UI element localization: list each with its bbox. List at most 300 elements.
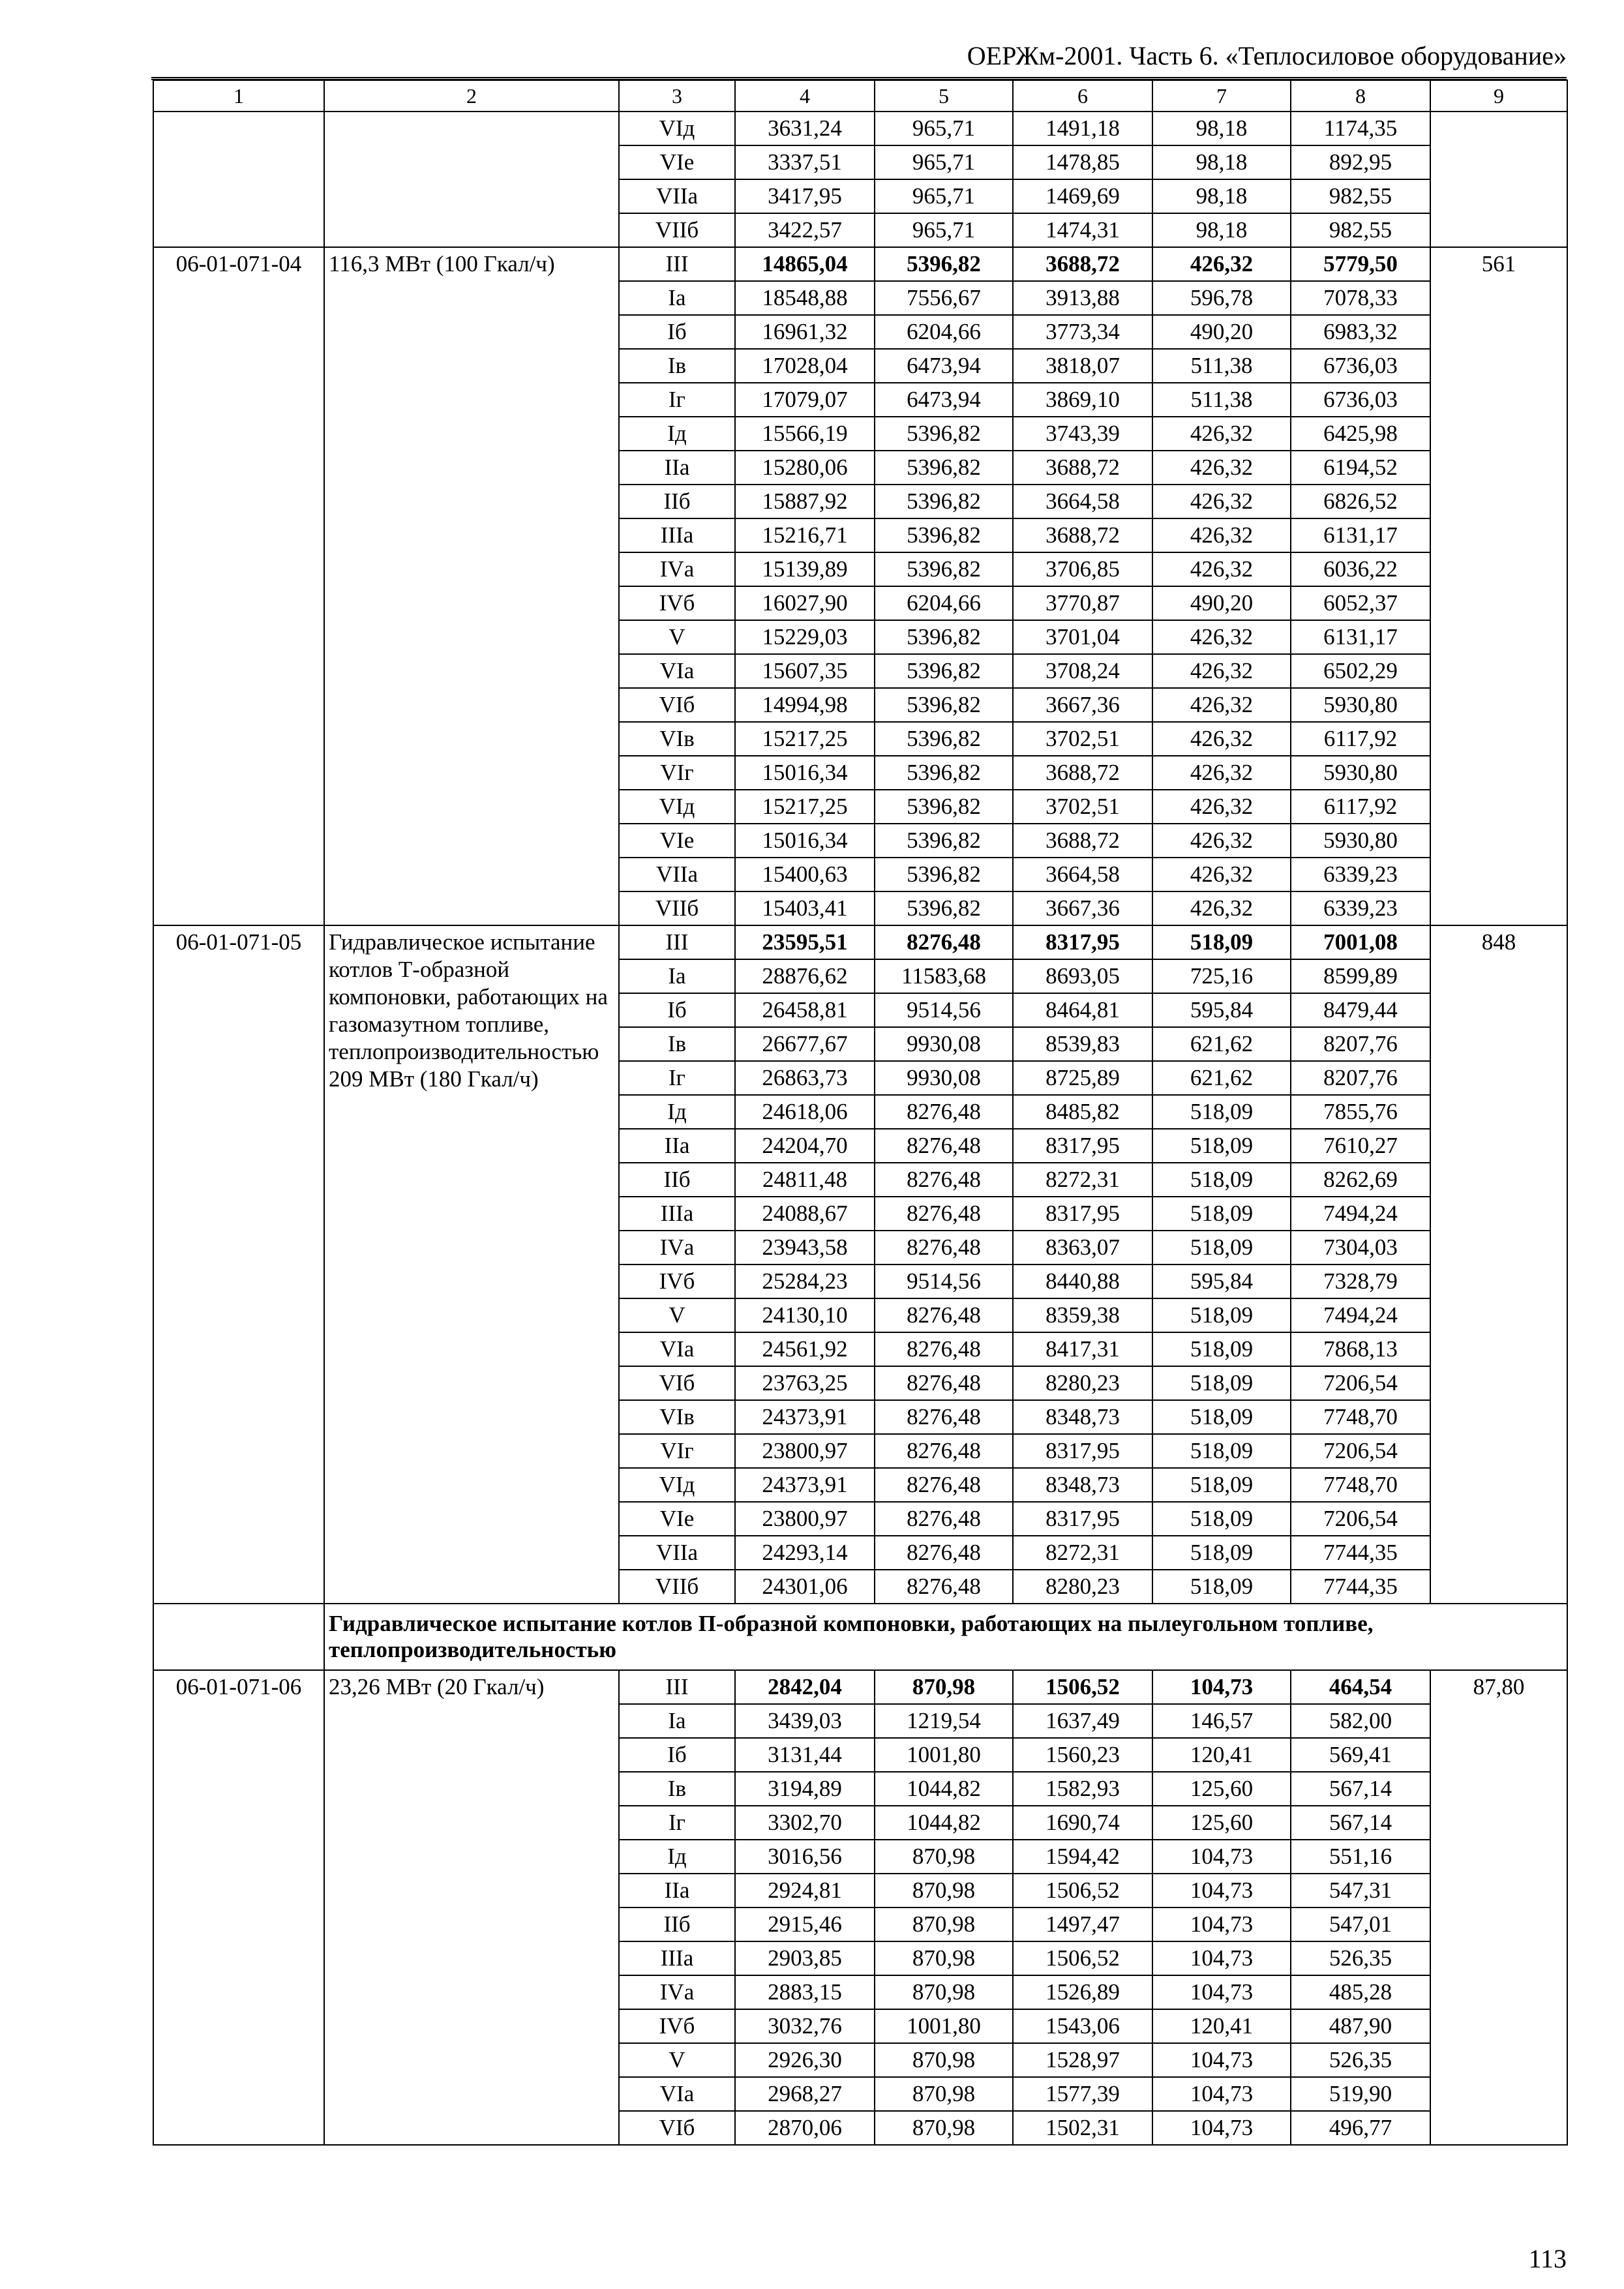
value-cell: 965,71 xyxy=(875,112,1013,145)
value-cell: 8464,81 xyxy=(1013,993,1152,1027)
section-title: Гидравлическое испытание котлов П-образной компоновки, работающих на пылеугольном топливе, теплопроизводительностью xyxy=(324,1604,1567,1670)
value-cell: 6736,03 xyxy=(1291,383,1430,417)
value-cell: 5396,82 xyxy=(875,824,1013,858)
value-cell: 870,98 xyxy=(875,1975,1013,2009)
value-cell: 3194,89 xyxy=(735,1772,875,1806)
region-zone-cell: Iд xyxy=(619,1095,735,1129)
value-cell: 3913,88 xyxy=(1013,281,1152,315)
value-cell: 1474,31 xyxy=(1013,213,1152,247)
value-cell: 24373,91 xyxy=(735,1468,875,1502)
value-cell: 8276,48 xyxy=(875,1502,1013,1536)
value-cell: 5396,82 xyxy=(875,620,1013,654)
value-cell: 1526,89 xyxy=(1013,1975,1152,2009)
value-cell: 3667,36 xyxy=(1013,891,1152,925)
value-cell: 5396,82 xyxy=(875,247,1013,281)
value-cell: 518,09 xyxy=(1152,1400,1291,1434)
value-cell: 8276,48 xyxy=(875,1434,1013,1468)
value-cell: 6473,94 xyxy=(875,349,1013,383)
value-cell: 3131,44 xyxy=(735,1738,875,1772)
value-cell: 15016,34 xyxy=(735,756,875,790)
value-cell: 5396,82 xyxy=(875,417,1013,451)
value-cell: 426,32 xyxy=(1152,451,1291,485)
value-cell: 8262,69 xyxy=(1291,1163,1430,1197)
value-cell: 16027,90 xyxy=(735,586,875,620)
value-cell: 9514,56 xyxy=(875,1264,1013,1298)
value-cell: 15139,89 xyxy=(735,552,875,586)
value-cell: 547,31 xyxy=(1291,1874,1430,1908)
value-cell: 18548,88 xyxy=(735,281,875,315)
value-cell: 3701,04 xyxy=(1013,620,1152,654)
value-cell: 9514,56 xyxy=(875,993,1013,1027)
value-cell: 6473,94 xyxy=(875,383,1013,417)
value-cell: 8479,44 xyxy=(1291,993,1430,1027)
region-zone-cell: VIIб xyxy=(619,891,735,925)
value-cell: 9930,08 xyxy=(875,1061,1013,1095)
value-cell: 2924,81 xyxy=(735,1874,875,1908)
value-cell: 870,98 xyxy=(875,1670,1013,1704)
item-code xyxy=(153,112,324,247)
value-cell: 3708,24 xyxy=(1013,654,1152,688)
region-zone-cell: VIб xyxy=(619,688,735,722)
value-cell: 8317,95 xyxy=(1013,925,1152,959)
value-cell: 6339,23 xyxy=(1291,858,1430,891)
value-cell: 3302,70 xyxy=(735,1806,875,1840)
value-cell: 870,98 xyxy=(875,1840,1013,1874)
value-cell: 8725,89 xyxy=(1013,1061,1152,1095)
value-cell: 5396,82 xyxy=(875,756,1013,790)
value-cell: 5930,80 xyxy=(1291,756,1430,790)
value-cell: 98,18 xyxy=(1152,213,1291,247)
column-number-cell: 5 xyxy=(875,80,1013,112)
section-heading-row xyxy=(153,1604,1567,1670)
value-cell: 518,09 xyxy=(1152,1536,1291,1570)
value-cell: 621,62 xyxy=(1152,1061,1291,1095)
value-cell: 6131,17 xyxy=(1291,620,1430,654)
value-cell: 426,32 xyxy=(1152,891,1291,925)
value-cell: 5396,82 xyxy=(875,552,1013,586)
value-cell: 23943,58 xyxy=(735,1231,875,1264)
value-cell: 8276,48 xyxy=(875,1400,1013,1434)
value-cell: 7206,54 xyxy=(1291,1502,1430,1536)
value-cell: 511,38 xyxy=(1152,383,1291,417)
value-cell: 2883,15 xyxy=(735,1975,875,2009)
value-cell: 15016,34 xyxy=(735,824,875,858)
value-cell: 8276,48 xyxy=(875,1163,1013,1197)
value-cell: 426,32 xyxy=(1152,417,1291,451)
page-header xyxy=(151,39,1567,80)
value-cell: 104,73 xyxy=(1152,1670,1291,1704)
value-cell: 1174,35 xyxy=(1291,112,1430,145)
value-cell: 464,54 xyxy=(1291,1670,1430,1704)
value-cell: 7328,79 xyxy=(1291,1264,1430,1298)
value-cell: 98,18 xyxy=(1152,112,1291,145)
value-cell: 5396,82 xyxy=(875,485,1013,518)
value-cell: 426,32 xyxy=(1152,824,1291,858)
value-cell: 8317,95 xyxy=(1013,1434,1152,1468)
region-zone-cell: Iд xyxy=(619,417,735,451)
value-cell: 2915,46 xyxy=(735,1908,875,1941)
value-cell: 870,98 xyxy=(875,1941,1013,1975)
value-cell: 892,95 xyxy=(1291,145,1430,179)
value-cell: 15229,03 xyxy=(735,620,875,654)
value-cell: 426,32 xyxy=(1152,790,1291,824)
value-cell: 7744,35 xyxy=(1291,1570,1430,1604)
value-cell: 15216,71 xyxy=(735,518,875,552)
value-cell: 870,98 xyxy=(875,2111,1013,2145)
value-cell: 3417,95 xyxy=(735,179,875,213)
value-cell: 5396,82 xyxy=(875,858,1013,891)
value-cell: 496,77 xyxy=(1291,2111,1430,2145)
value-cell: 24204,70 xyxy=(735,1129,875,1163)
value-cell: 5396,82 xyxy=(875,451,1013,485)
table-row xyxy=(153,112,1567,145)
value-cell: 426,32 xyxy=(1152,552,1291,586)
column-number-cell: 7 xyxy=(1152,80,1291,112)
value-cell: 490,20 xyxy=(1152,586,1291,620)
value-cell: 870,98 xyxy=(875,2077,1013,2111)
item-col9-value xyxy=(1430,112,1567,247)
value-cell: 7610,27 xyxy=(1291,1129,1430,1163)
value-cell: 24561,92 xyxy=(735,1332,875,1366)
value-cell: 595,84 xyxy=(1152,1264,1291,1298)
region-zone-cell: V xyxy=(619,620,735,654)
value-cell: 104,73 xyxy=(1152,2111,1291,2145)
value-cell: 3664,58 xyxy=(1013,485,1152,518)
region-zone-cell: IIIа xyxy=(619,518,735,552)
value-cell: 518,09 xyxy=(1152,925,1291,959)
value-cell: 725,16 xyxy=(1152,959,1291,993)
value-cell: 2968,27 xyxy=(735,2077,875,2111)
value-cell: 24618,06 xyxy=(735,1095,875,1129)
table-body xyxy=(153,80,1567,2145)
value-cell: 15400,63 xyxy=(735,858,875,891)
region-zone-cell: VIд xyxy=(619,112,735,145)
value-cell: 2842,04 xyxy=(735,1670,875,1704)
region-zone-cell: III xyxy=(619,925,735,959)
value-cell: 14865,04 xyxy=(735,247,875,281)
item-name xyxy=(324,112,619,247)
region-zone-cell: IIIа xyxy=(619,1941,735,1975)
value-cell: 2870,06 xyxy=(735,2111,875,2145)
value-cell: 870,98 xyxy=(875,1874,1013,1908)
value-cell: 870,98 xyxy=(875,1908,1013,1941)
value-cell: 9930,08 xyxy=(875,1027,1013,1061)
value-cell: 6502,29 xyxy=(1291,654,1430,688)
value-cell: 1528,97 xyxy=(1013,2043,1152,2077)
value-cell: 487,90 xyxy=(1291,2009,1430,2043)
value-cell: 596,78 xyxy=(1152,281,1291,315)
region-zone-cell: IVб xyxy=(619,1264,735,1298)
value-cell: 8276,48 xyxy=(875,925,1013,959)
value-cell: 518,09 xyxy=(1152,1163,1291,1197)
region-zone-cell: VIа xyxy=(619,1332,735,1366)
value-cell: 1560,23 xyxy=(1013,1738,1152,1772)
value-cell: 621,62 xyxy=(1152,1027,1291,1061)
value-cell: 7078,33 xyxy=(1291,281,1430,315)
region-zone-cell: VIд xyxy=(619,790,735,824)
value-cell: 426,32 xyxy=(1152,688,1291,722)
value-cell: 8348,73 xyxy=(1013,1400,1152,1434)
value-cell: 569,41 xyxy=(1291,1738,1430,1772)
table-row xyxy=(153,247,1567,281)
value-cell: 965,71 xyxy=(875,213,1013,247)
value-cell: 1637,49 xyxy=(1013,1704,1152,1738)
value-cell: 6826,52 xyxy=(1291,485,1430,518)
value-cell: 8599,89 xyxy=(1291,959,1430,993)
value-cell: 5396,82 xyxy=(875,654,1013,688)
region-zone-cell: VIб xyxy=(619,2111,735,2145)
item-col9-value: 848 xyxy=(1430,925,1567,1604)
value-cell: 8276,48 xyxy=(875,1468,1013,1502)
value-cell: 1001,80 xyxy=(875,1738,1013,1772)
value-cell: 24811,48 xyxy=(735,1163,875,1197)
value-cell: 104,73 xyxy=(1152,1840,1291,1874)
item-code: 06-01-071-05 xyxy=(153,925,324,1604)
value-cell: 3702,51 xyxy=(1013,722,1152,756)
region-zone-cell: VIIб xyxy=(619,213,735,247)
value-cell: 15887,92 xyxy=(735,485,875,518)
value-cell: 518,09 xyxy=(1152,1434,1291,1468)
region-zone-cell: Iг xyxy=(619,383,735,417)
value-cell: 8693,05 xyxy=(1013,959,1152,993)
value-cell: 23800,97 xyxy=(735,1434,875,1468)
value-cell: 8272,31 xyxy=(1013,1163,1152,1197)
value-cell: 8276,48 xyxy=(875,1536,1013,1570)
value-cell: 25284,23 xyxy=(735,1264,875,1298)
value-cell: 426,32 xyxy=(1152,858,1291,891)
value-cell: 8440,88 xyxy=(1013,1264,1152,1298)
value-cell: 120,41 xyxy=(1152,1738,1291,1772)
value-cell: 8485,82 xyxy=(1013,1095,1152,1129)
region-zone-cell: IIа xyxy=(619,1874,735,1908)
value-cell: 3664,58 xyxy=(1013,858,1152,891)
value-cell: 3688,72 xyxy=(1013,247,1152,281)
region-zone-cell: Iг xyxy=(619,1061,735,1095)
value-cell: 518,09 xyxy=(1152,1231,1291,1264)
value-cell: 1582,93 xyxy=(1013,1772,1152,1806)
value-cell: 120,41 xyxy=(1152,2009,1291,2043)
region-zone-cell: IVа xyxy=(619,1231,735,1264)
value-cell: 8276,48 xyxy=(875,1197,1013,1231)
value-cell: 1219,54 xyxy=(875,1704,1013,1738)
value-cell: 1001,80 xyxy=(875,2009,1013,2043)
value-cell: 6339,23 xyxy=(1291,891,1430,925)
table-row xyxy=(153,925,1567,959)
value-cell: 982,55 xyxy=(1291,213,1430,247)
value-cell: 3439,03 xyxy=(735,1704,875,1738)
value-cell: 426,32 xyxy=(1152,247,1291,281)
value-cell: 3422,57 xyxy=(735,213,875,247)
column-number-cell: 8 xyxy=(1291,80,1430,112)
item-name: Гидравлическое испытание котлов Т-образной компоновки, работающих на газомазутном топливе, теплопроизводительностью 209 МВт (180 Гкал/ч) xyxy=(324,925,619,1604)
column-number-cell: 4 xyxy=(735,80,875,112)
value-cell: 1577,39 xyxy=(1013,2077,1152,2111)
value-cell: 3032,76 xyxy=(735,2009,875,2043)
region-zone-cell: V xyxy=(619,1298,735,1332)
value-cell: 3688,72 xyxy=(1013,756,1152,790)
region-zone-cell: Iв xyxy=(619,1027,735,1061)
value-cell: 595,84 xyxy=(1152,993,1291,1027)
value-cell: 15217,25 xyxy=(735,722,875,756)
value-cell: 24301,06 xyxy=(735,1570,875,1604)
value-cell: 8276,48 xyxy=(875,1129,1013,1163)
item-name: 116,3 МВт (100 Гкал/ч) xyxy=(324,247,619,925)
region-zone-cell: VIе xyxy=(619,824,735,858)
value-cell: 7748,70 xyxy=(1291,1400,1430,1434)
value-cell: 490,20 xyxy=(1152,315,1291,349)
value-cell: 3688,72 xyxy=(1013,518,1152,552)
value-cell: 125,60 xyxy=(1152,1806,1291,1840)
value-cell: 8276,48 xyxy=(875,1570,1013,1604)
region-zone-cell: Iа xyxy=(619,959,735,993)
region-zone-cell: Iв xyxy=(619,1772,735,1806)
value-cell: 8276,48 xyxy=(875,1231,1013,1264)
value-cell: 104,73 xyxy=(1152,2043,1291,2077)
value-cell: 17079,07 xyxy=(735,383,875,417)
value-cell: 1506,52 xyxy=(1013,1874,1152,1908)
column-number-cell: 2 xyxy=(324,80,619,112)
value-cell: 6983,32 xyxy=(1291,315,1430,349)
region-zone-cell: IIа xyxy=(619,451,735,485)
item-code: 06-01-071-06 xyxy=(153,1670,324,2145)
value-cell: 5779,50 xyxy=(1291,247,1430,281)
value-cell: 1502,31 xyxy=(1013,2111,1152,2145)
section-code-cell xyxy=(153,1604,324,1670)
region-zone-cell: VIг xyxy=(619,756,735,790)
value-cell: 3770,87 xyxy=(1013,586,1152,620)
value-cell: 104,73 xyxy=(1152,1908,1291,1941)
value-cell: 518,09 xyxy=(1152,1197,1291,1231)
value-cell: 526,35 xyxy=(1291,2043,1430,2077)
value-cell: 15280,06 xyxy=(735,451,875,485)
value-cell: 7001,08 xyxy=(1291,925,1430,959)
item-col9-value: 561 xyxy=(1430,247,1567,925)
value-cell: 26458,81 xyxy=(735,993,875,1027)
value-cell: 7494,24 xyxy=(1291,1197,1430,1231)
value-cell: 3631,24 xyxy=(735,112,875,145)
value-cell: 426,32 xyxy=(1152,485,1291,518)
value-cell: 5930,80 xyxy=(1291,688,1430,722)
value-cell: 8276,48 xyxy=(875,1095,1013,1129)
value-cell: 7868,13 xyxy=(1291,1332,1430,1366)
value-cell: 426,32 xyxy=(1152,654,1291,688)
value-cell: 8363,07 xyxy=(1013,1231,1152,1264)
value-cell: 7304,03 xyxy=(1291,1231,1430,1264)
region-zone-cell: IVа xyxy=(619,552,735,586)
value-cell: 8348,73 xyxy=(1013,1468,1152,1502)
region-zone-cell: VIа xyxy=(619,2077,735,2111)
value-cell: 3688,72 xyxy=(1013,824,1152,858)
value-cell: 104,73 xyxy=(1152,2077,1291,2111)
value-cell: 426,32 xyxy=(1152,518,1291,552)
value-cell: 146,57 xyxy=(1152,1704,1291,1738)
value-cell: 23800,97 xyxy=(735,1502,875,1536)
region-zone-cell: Iв xyxy=(619,349,735,383)
region-zone-cell: IVа xyxy=(619,1975,735,2009)
column-number-cell: 9 xyxy=(1430,80,1567,112)
value-cell: 3818,07 xyxy=(1013,349,1152,383)
value-cell: 98,18 xyxy=(1152,179,1291,213)
value-cell: 1690,74 xyxy=(1013,1806,1152,1840)
region-zone-cell: VIв xyxy=(619,1400,735,1434)
value-cell: 23595,51 xyxy=(735,925,875,959)
value-cell: 518,09 xyxy=(1152,1332,1291,1366)
value-cell: 1543,06 xyxy=(1013,2009,1152,2043)
value-cell: 982,55 xyxy=(1291,179,1430,213)
region-zone-cell: VIд xyxy=(619,1468,735,1502)
item-col9-value: 87,80 xyxy=(1430,1670,1567,2145)
value-cell: 7494,24 xyxy=(1291,1298,1430,1332)
value-cell: 8359,38 xyxy=(1013,1298,1152,1332)
value-cell: 8276,48 xyxy=(875,1298,1013,1332)
value-cell: 518,09 xyxy=(1152,1570,1291,1604)
value-cell: 1044,82 xyxy=(875,1772,1013,1806)
column-number-cell: 3 xyxy=(619,80,735,112)
value-cell: 5396,82 xyxy=(875,790,1013,824)
region-zone-cell: Iа xyxy=(619,1704,735,1738)
value-cell: 1506,52 xyxy=(1013,1670,1152,1704)
price-table xyxy=(153,80,1568,2146)
value-cell: 518,09 xyxy=(1152,1468,1291,1502)
value-cell: 3743,39 xyxy=(1013,417,1152,451)
region-zone-cell: III xyxy=(619,1670,735,1704)
value-cell: 518,09 xyxy=(1152,1129,1291,1163)
value-cell: 104,73 xyxy=(1152,1975,1291,2009)
value-cell: 6052,37 xyxy=(1291,586,1430,620)
value-cell: 1497,47 xyxy=(1013,1908,1152,1941)
value-cell: 1594,42 xyxy=(1013,1840,1152,1874)
value-cell: 7206,54 xyxy=(1291,1434,1430,1468)
value-cell: 23763,25 xyxy=(735,1366,875,1400)
region-zone-cell: IIIа xyxy=(619,1197,735,1231)
value-cell: 8276,48 xyxy=(875,1366,1013,1400)
value-cell: 7748,70 xyxy=(1291,1468,1430,1502)
value-cell: 965,71 xyxy=(875,179,1013,213)
value-cell: 8539,83 xyxy=(1013,1027,1152,1061)
value-cell: 17028,04 xyxy=(735,349,875,383)
value-cell: 518,09 xyxy=(1152,1502,1291,1536)
value-cell: 519,90 xyxy=(1291,2077,1430,2111)
value-cell: 551,16 xyxy=(1291,1840,1430,1874)
value-cell: 3869,10 xyxy=(1013,383,1152,417)
value-cell: 3016,56 xyxy=(735,1840,875,1874)
value-cell: 518,09 xyxy=(1152,1366,1291,1400)
region-zone-cell: Iа xyxy=(619,281,735,315)
region-zone-cell: III xyxy=(619,247,735,281)
value-cell: 8417,31 xyxy=(1013,1332,1152,1366)
region-zone-cell: VIIа xyxy=(619,1536,735,1570)
value-cell: 6131,17 xyxy=(1291,518,1430,552)
value-cell: 518,09 xyxy=(1152,1095,1291,1129)
value-cell: 2903,85 xyxy=(735,1941,875,1975)
column-number-cell: 6 xyxy=(1013,80,1152,112)
value-cell: 511,38 xyxy=(1152,349,1291,383)
value-cell: 16961,32 xyxy=(735,315,875,349)
value-cell: 518,09 xyxy=(1152,1298,1291,1332)
region-zone-cell: VIв xyxy=(619,722,735,756)
value-cell: 3706,85 xyxy=(1013,552,1152,586)
value-cell: 485,28 xyxy=(1291,1975,1430,2009)
value-cell: 15217,25 xyxy=(735,790,875,824)
column-number-cell: 1 xyxy=(153,80,324,112)
value-cell: 1478,85 xyxy=(1013,145,1152,179)
value-cell: 5396,82 xyxy=(875,891,1013,925)
value-cell: 15403,41 xyxy=(735,891,875,925)
value-cell: 6036,22 xyxy=(1291,552,1430,586)
value-cell: 98,18 xyxy=(1152,145,1291,179)
item-code: 06-01-071-04 xyxy=(153,247,324,925)
value-cell: 8280,23 xyxy=(1013,1366,1152,1400)
